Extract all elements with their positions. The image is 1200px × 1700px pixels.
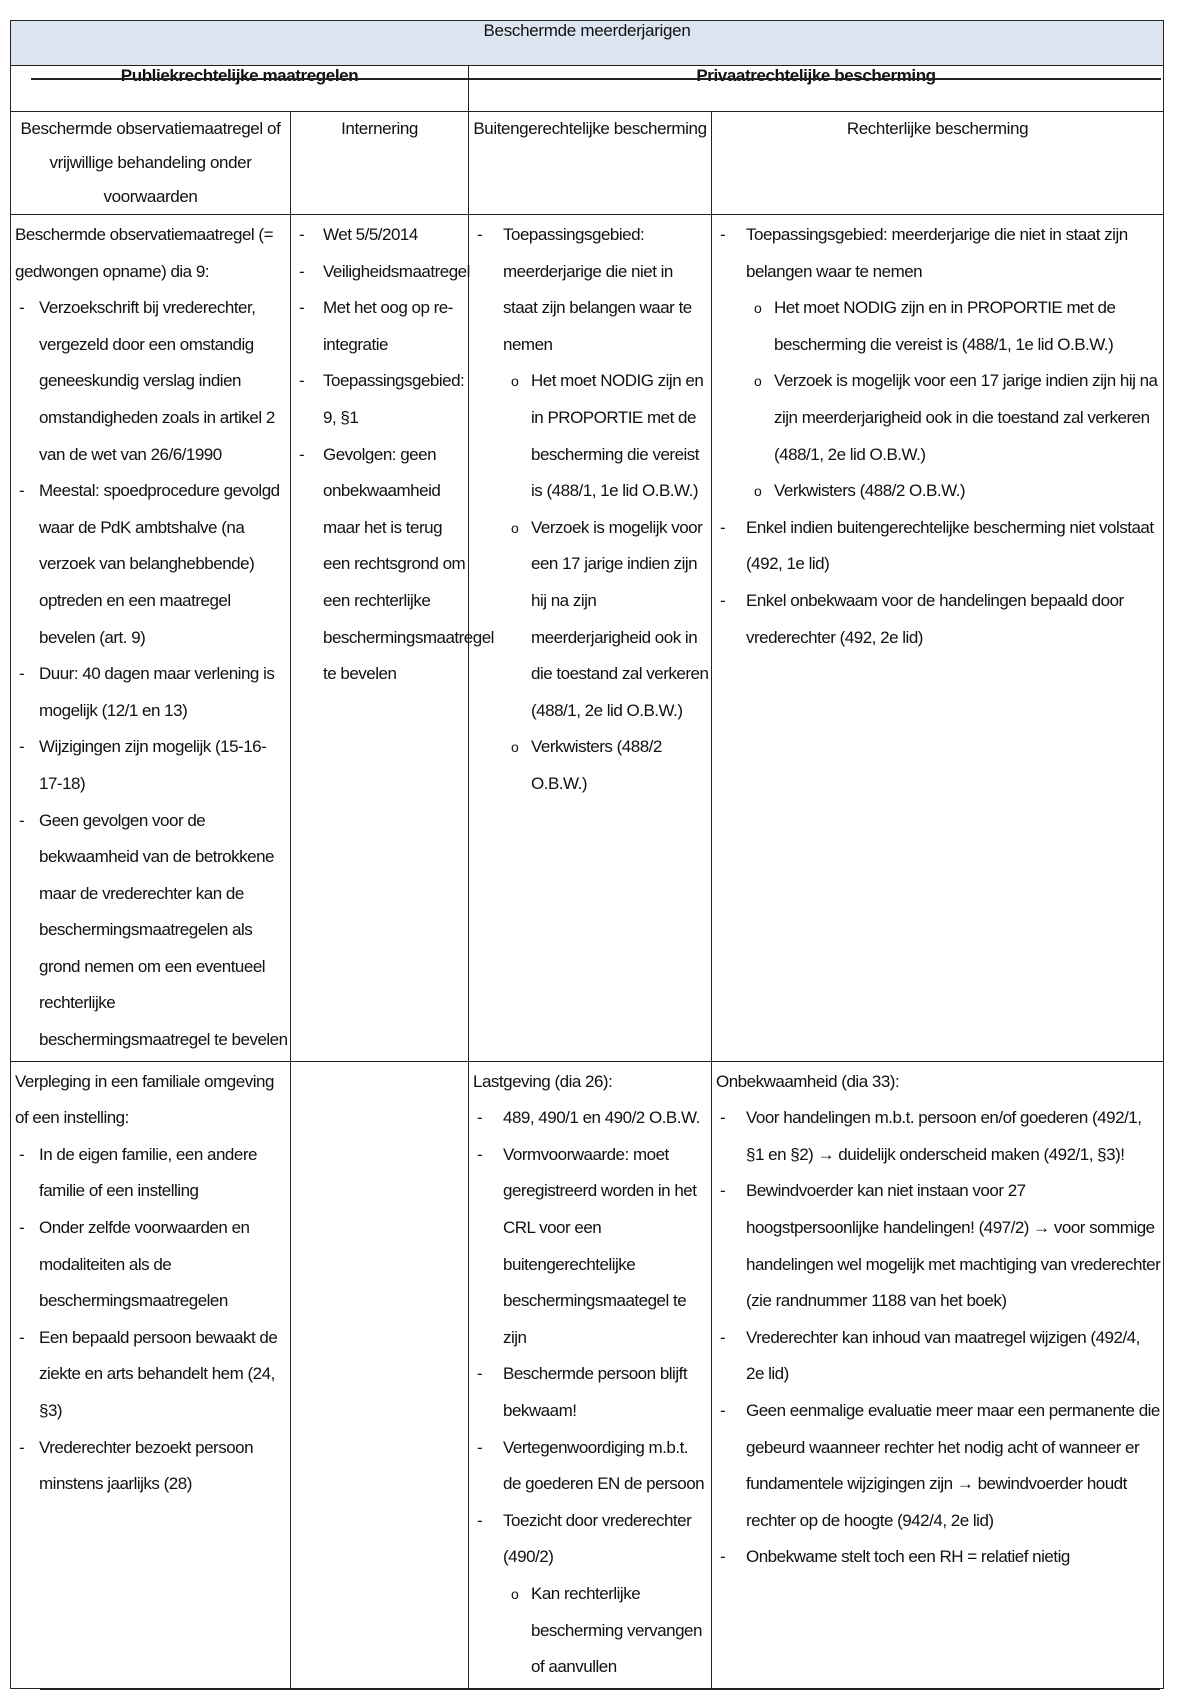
list-item: - Onbekwame stelt toch een RH = relatief nietig <box>716 1539 1161 1576</box>
list-item: - Meestal: spoedprocedure gevolgd waar de PdK ambtshalve (na verzoek van belanghebbende) optreden en een maatregel bevelen (art. 9) <box>15 473 288 656</box>
document <box>10 20 1163 1689</box>
cell-intro: Beschermde observatiemaatregel (= gedwongen opname) dia 9: <box>15 225 273 281</box>
cell-lastgeving <box>469 1061 712 1688</box>
list-item: - Vrederechter bezoekt persoon minstens jaarlijks (28) <box>15 1430 288 1503</box>
bullet-list <box>473 1100 709 1686</box>
bullet-list <box>473 217 709 803</box>
list-item: - Voor handelingen m.b.t. persoon en/of goederen (492/1, §1 en §2) → duidelijk onderscheid maken (492/1, §3)! <box>716 1100 1161 1173</box>
list-item: - Wijzigingen zijn mogelijk (15-16-17-18) <box>15 729 288 802</box>
overview-table <box>10 20 1164 1689</box>
footer-rule <box>40 1688 1160 1690</box>
list-item: - Vrederechter kan inhoud van maatregel wijzigen (492/4, 2e lid) <box>716 1320 1161 1393</box>
column-header-internering: Internering <box>291 112 469 215</box>
list-item: - 489, 490/1 en 490/2 O.B.W. <box>473 1100 709 1137</box>
table-row <box>11 1061 1164 1688</box>
sub-list-item: o Kan rechterlijke bescherming vervangen of aanvullen <box>503 1576 709 1686</box>
cell-verpleging <box>11 1061 291 1688</box>
list-item: - Vormvoorwaarde: moet geregistreerd worden in het CRL voor een buitengerechtelijke beschermingsmaategel te zijn <box>473 1137 709 1357</box>
sub-list-item: o Verzoek is mogelijk voor een 17 jarige indien zijn hij na zijn meerderjarigheid ook in die toestand zal verkeren (488/1, 2e lid O.B.W.) <box>746 363 1161 473</box>
list-item <box>473 1503 709 1686</box>
table-title: Beschermde meerderjarigen <box>11 21 1164 66</box>
sub-list <box>746 290 1161 510</box>
list-item: - Een bepaald persoon bewaakt de ziekte en arts behandelt hem (24, §3) <box>15 1320 288 1430</box>
strike-line <box>31 78 472 80</box>
list-item-text: Toepassingsgebied: meerderjarige die niet in staat zijn belangen waar te nemen <box>503 225 692 354</box>
sub-list <box>503 1576 709 1686</box>
sub-list-item: o Verkwisters (488/2 O.B.W.) <box>746 473 1161 510</box>
column-header-rechterlijk: Rechterlijke bescherming <box>712 112 1164 215</box>
list-item <box>716 217 1161 510</box>
list-item: - Beschermde persoon blijft bekwaam! <box>473 1356 709 1429</box>
cell-intro: Lastgeving (dia 26): <box>473 1071 613 1091</box>
sub-list-item: o Het moet NODIG zijn en in PROPORTIE met de bescherming die vereist is (488/1, 1e lid O.B.W.) <box>746 290 1161 363</box>
cell-intro: Verpleging in een familiale omgeving of een instelling: <box>15 1071 274 1128</box>
list-item: - In de eigen familie, een andere familie of een instelling <box>15 1137 288 1210</box>
cell-intro: Onbekwaamheid (dia 33): <box>716 1071 900 1091</box>
cell-observatie <box>11 215 291 1062</box>
list-item: - Geen eenmalige evaluatie meer maar een permanente die gebeurd waanneer rechter het nodig acht of wanneer er fundamentele wijzigingen zijn → bewindvoerder houdt rechter op de hoogte (942/4, 2e lid) <box>716 1393 1161 1539</box>
cell-internering <box>291 215 494 1062</box>
list-item: - Enkel indien buitengerechtelijke bescherming niet volstaat (492, 1e lid) <box>716 510 1161 583</box>
bullet-list <box>716 217 1161 656</box>
list-item: - Enkel onbekwaam voor de handelingen bepaald door vrederechter (492, 2e lid) <box>716 583 1161 656</box>
bullet-list <box>15 1137 288 1503</box>
group-header-public <box>11 66 469 112</box>
bullet-list <box>15 290 288 1058</box>
column-header-buitengerechtelijk: Buitengerechtelijke bescherming <box>469 112 712 215</box>
list-item: - Wet 5/5/2014 <box>295 217 466 254</box>
cell-empty <box>291 1061 469 1688</box>
sub-list-item: o Verkwisters (488/2 O.B.W.) <box>503 729 709 802</box>
group-label: Privaatrechtelijke bescherming <box>696 66 936 85</box>
group-header-private <box>469 66 1164 112</box>
list-item-text: Toepassingsgebied: meerderjarige die niet in staat zijn belangen waar te nemen <box>746 225 1128 281</box>
sub-list <box>503 363 709 802</box>
list-item: - Onder zelfde voorwaarden en modaliteiten als de beschermingsmaatregelen <box>15 1210 288 1320</box>
bullet-list <box>295 217 494 693</box>
column-header-row <box>11 112 1164 215</box>
list-item: - Verzoekschrift bij vrederechter, vergezeld door een omstandig geneeskundig verslag indien omstandigheden zoals in artikel 2 van de wet van 26/6/1990 <box>15 290 288 473</box>
list-item: - Bewindvoerder kan niet instaan voor 27 hoogstpersoonlijke handelingen! (497/2) → voor sommige handelingen wel mogelijk met machtiging van vrederechter (zie randnummer 1188 van het boek) <box>716 1173 1161 1319</box>
list-item <box>473 217 709 803</box>
list-item: - Veiligheidsmaatregel <box>295 254 466 291</box>
list-item: - Gevolgen: geen onbekwaamheid maar het is terug een rechtsgrond om een rechterlijke beschermingsmaatregel te bevelen <box>295 437 466 693</box>
bullet-list <box>716 1100 1161 1576</box>
list-item: - Met het oog op re-integratie <box>295 290 466 363</box>
list-item-text: Toezicht door vrederechter (490/2) <box>503 1510 692 1567</box>
cell-rechterlijk <box>712 215 1164 1062</box>
list-item: - Duur: 40 dagen maar verlening is mogelijk (12/1 en 13) <box>15 656 288 729</box>
strike-line <box>469 78 1161 80</box>
list-item: - Geen gevolgen voor de bekwaamheid van de betrokkene maar de vrederechter kan de beschermingsmaatregelen als grond nemen om een eventueel rechterlijke beschermingsmaatregel te bevelen <box>15 803 288 1059</box>
list-item: - Toepassingsgebied: 9, §1 <box>295 363 466 436</box>
cell-buitengerechtelijk <box>469 215 712 1062</box>
title-row <box>11 21 1164 66</box>
sub-list-item: o Het moet NODIG zijn en in PROPORTIE met de bescherming die vereist is (488/1, 1e lid O.B.W.) <box>503 363 709 509</box>
table-row <box>11 215 1164 1062</box>
group-label: Publiekrechtelijke maatregelen <box>120 66 359 85</box>
cell-onbekwaamheid <box>712 1061 1164 1688</box>
list-item: - Vertegenwoordiging m.b.t. de goederen EN de persoon <box>473 1430 709 1503</box>
group-row <box>11 66 1164 112</box>
column-header-observatie: Beschermde observatiemaatregel of vrijwillige behandeling onder voorwaarden <box>11 112 291 215</box>
sub-list-item: o Verzoek is mogelijk voor een 17 jarige indien zijn hij na zijn meerderjarigheid ook in die toestand zal verkeren (488/1, 2e lid O.B.W.) <box>503 510 709 730</box>
